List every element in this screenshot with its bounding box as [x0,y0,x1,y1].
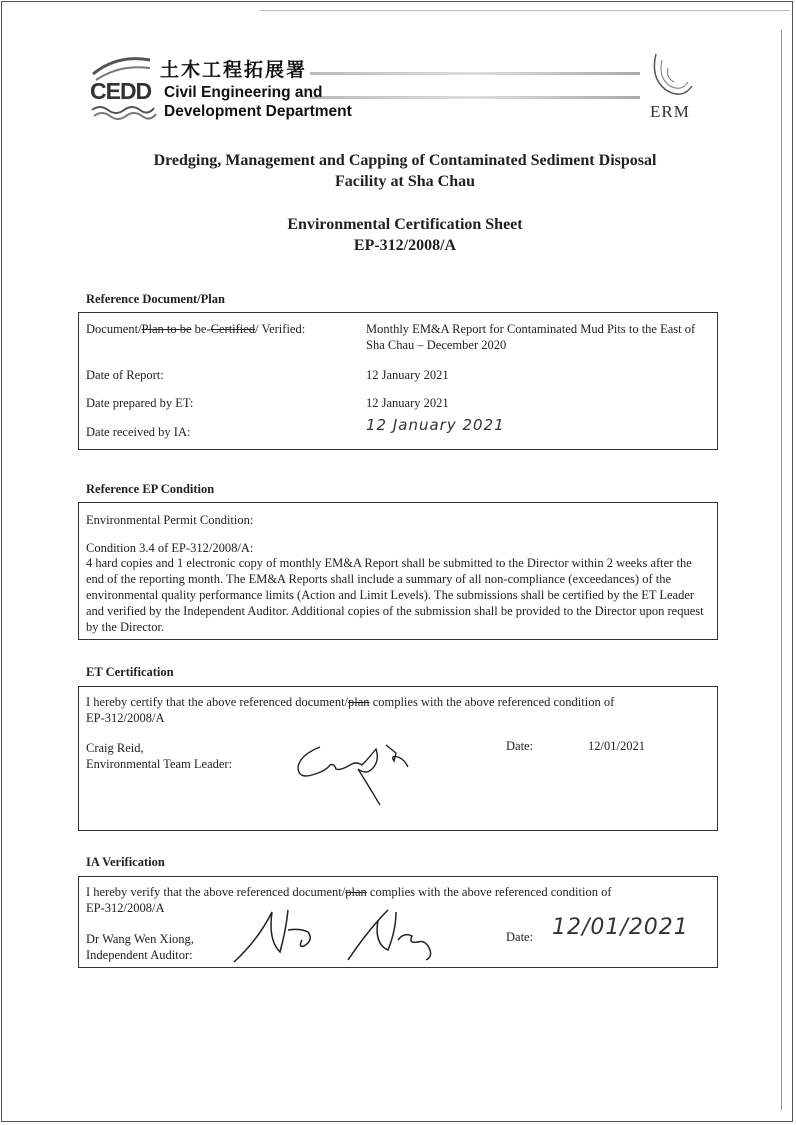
erm-logo-text: ERM [650,102,690,121]
date-received-label: Date received by IA: [86,425,191,439]
cedd-name-line2: Development Department [164,103,352,120]
sheet-number: EP-312/2008/A [353,237,457,254]
et-certification-heading: ET Certification [86,665,174,679]
project-title [60,150,750,192]
reference-ep-heading: Reference EP Condition [86,482,215,496]
cedd-chinese-name: 土木工程拓展署 [160,59,308,81]
ia-date-handwritten: 12/01/2021 [552,915,689,940]
ia-auditor-name: Dr Wang Wen Xiong, Independent Auditor: [86,932,194,962]
et-certification-text: I hereby certify that the above referenced document/plan complies with the above referenced condition of EP-312/2008/A [86,695,615,725]
ia-signature-icon [228,900,448,970]
ep-condition-text: 4 hard copies and 1 electronic copy of monthly EM&A Report shall be submitted to the Director within 2 weeks after the end of the reporting month. The EM&A Reports shall include a summary of all non-compliance (exceedances) of the environmental quality performance limits (Action and Limit Levels). The submissions shall be certified by the ET Leader and verified by the Independent Auditor. Additional copies of the submission shall be provided to the Director upon request by the Director. [86,556,704,634]
date-of-report-label: Date of Report: [86,368,164,382]
et-date-value: 12/01/2021 [588,739,645,753]
date-prepared-label: Date prepared by ET: [86,396,194,410]
cedd-name-line1: Civil Engineering and [164,84,323,101]
document-label: Document/Plan to be be-Certified/ Verified: [86,322,306,336]
ia-verification-heading: IA Verification [86,855,165,869]
project-title-line2: Facility at Sha Chau [334,173,475,190]
et-leader-name: Craig Reid, Environmental Team Leader: [86,741,233,771]
reference-document-heading: Reference Document/Plan [86,292,225,306]
et-date-label: Date: [506,739,534,753]
scan-edge-line [781,30,782,1110]
date-prepared-value: 12 January 2021 [366,396,449,410]
sheet-title-name: Environmental Certification Sheet [287,216,523,233]
erm-logo-icon [648,50,698,106]
cedd-short-name: CEDD [90,78,152,104]
ep-condition-label: Environmental Permit Condition: [86,513,254,527]
ep-condition-number: Condition 3.4 of EP-312/2008/A: [86,541,254,555]
top-rule [260,10,790,11]
header-band [310,72,640,75]
ia-date-label: Date: [506,930,534,944]
date-received-handwritten: 12 January 2021 [366,416,505,434]
et-signature-icon [290,735,420,825]
project-title-line1: Dredging, Management and Capping of Contaminated Sediment Disposal [153,152,657,169]
date-of-report-value: 12 January 2021 [366,368,449,382]
header-band [310,96,640,99]
document-value: Monthly EM&A Report for Contaminated Mud Pits to the East of Sha Chau – December 2020 [366,322,696,352]
sheet-title [60,214,750,256]
ia-verification-text: I hereby verify that the above referenced document/plan complies with the above referenced condition of EP-312/2008/A [86,885,612,915]
